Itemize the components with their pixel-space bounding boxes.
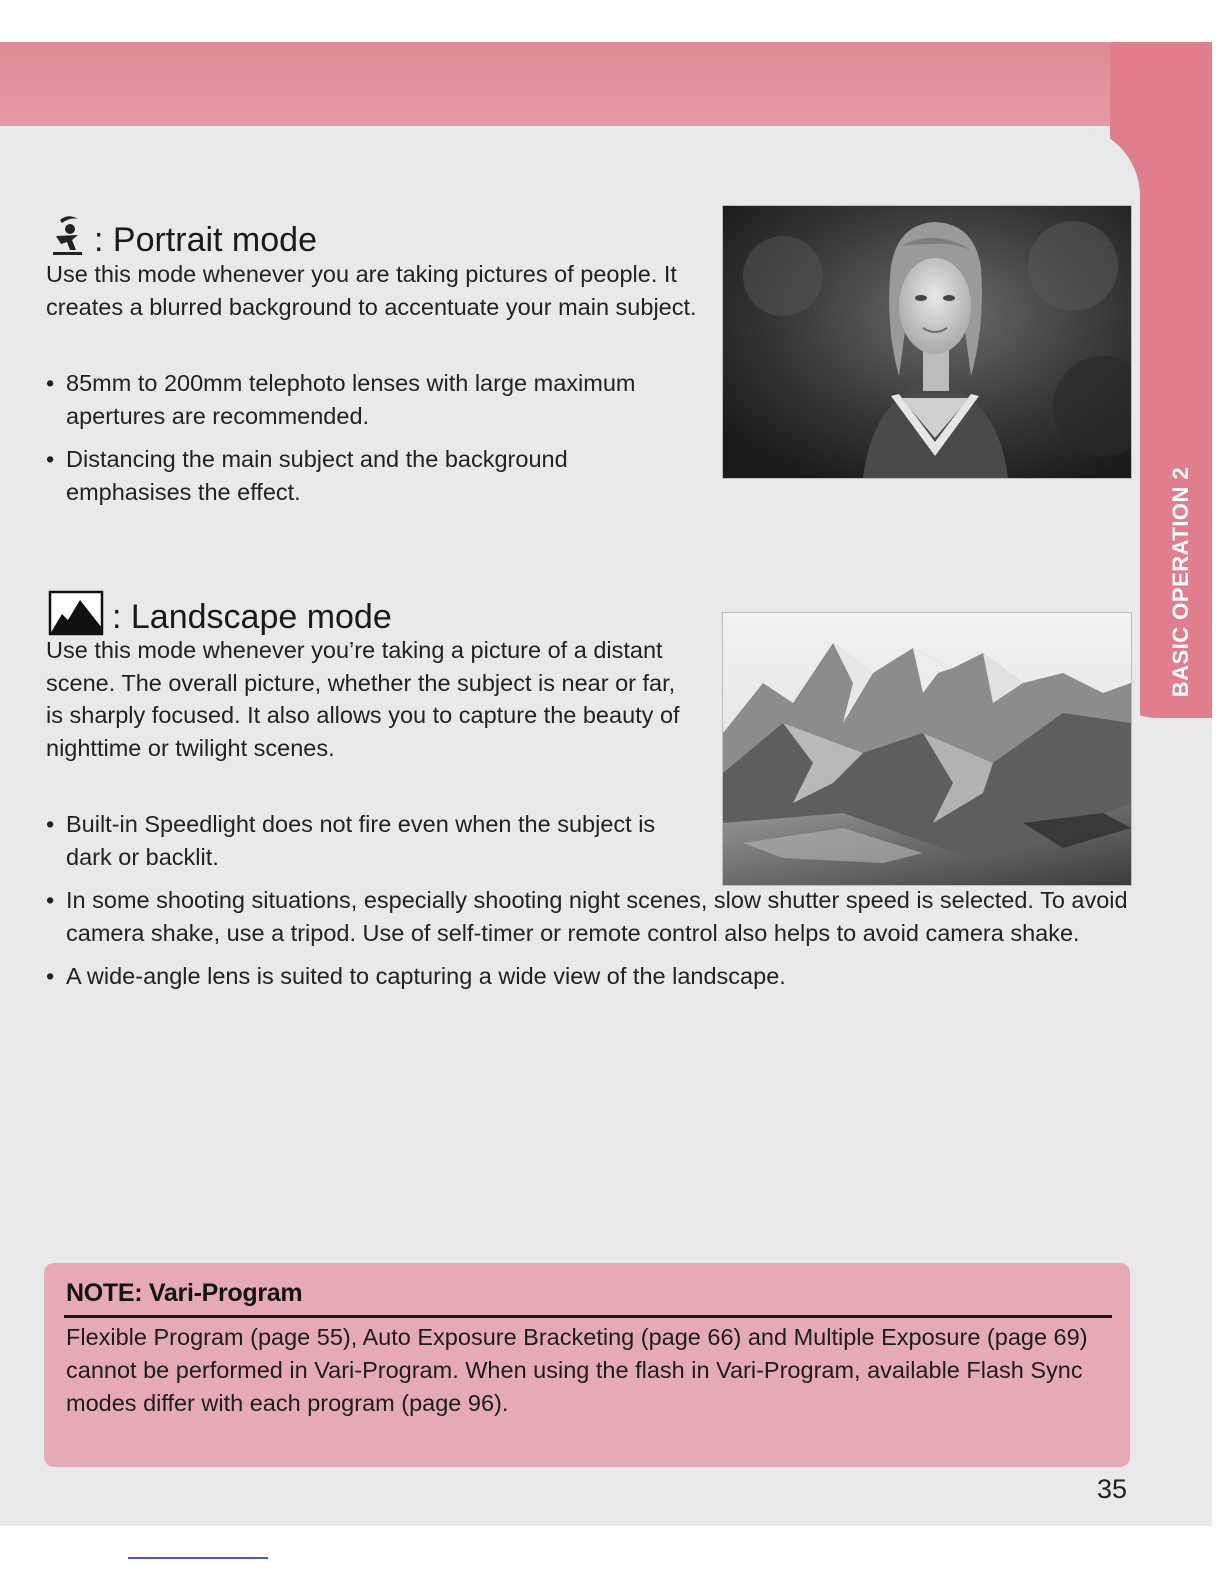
- list-item: • Distancing the main subject and the background emphasises the effect.: [46, 443, 676, 508]
- header-band: [0, 42, 1212, 126]
- chapter-tab-label: BASIC OPERATION 2: [1168, 466, 1193, 698]
- scan-underline: [128, 1557, 268, 1559]
- note-text: Flexible Program (page 55), Auto Exposure Bracketing (page 66) and Multiple Exposure (page 69) cannot be performed in Vari-Program. When using the flash in Vari-Program, available Flash Sync modes differ with each program (page 96).: [66, 1324, 1088, 1416]
- portrait-bullet-list: [46, 367, 676, 519]
- landscape-mode-title: : Landscape mode: [112, 598, 392, 636]
- list-item: • In some shooting situations, especially shooting night scenes, slow shutter speed is selected. To avoid camera shake, use a tripod. Use of self-timer or remote control also helps to avoid camera shake.: [46, 884, 1136, 949]
- portrait-photo: [722, 205, 1132, 479]
- note-title: NOTE: Vari-Program: [66, 1279, 303, 1307]
- note-box: [44, 1263, 1130, 1467]
- note-divider: [64, 1315, 1112, 1318]
- list-item: • 85mm to 200mm telephoto lenses with large maximum apertures are recommended.: [46, 367, 676, 432]
- landscape-intro: Use this mode whenever you’re taking a picture of a distant scene. The overall picture, whether the subject is near or far, is sharply focused. It also allows you to capture the beauty of nighttime or twilight scenes.: [46, 637, 680, 761]
- page-number: 35: [1097, 1474, 1128, 1504]
- list-item: • A wide-angle lens is suited to capturing a wide view of the landscape.: [46, 960, 1136, 993]
- landscape-photo: [722, 612, 1132, 886]
- list-item: • Built-in Speedlight does not fire even when the subject is dark or backlit.: [46, 808, 656, 873]
- portrait-intro: Use this mode whenever you are taking pictures of people. It creates a blurred background to accentuate your main subject.: [46, 261, 697, 320]
- portrait-mode-title: : Portrait mode: [94, 221, 317, 259]
